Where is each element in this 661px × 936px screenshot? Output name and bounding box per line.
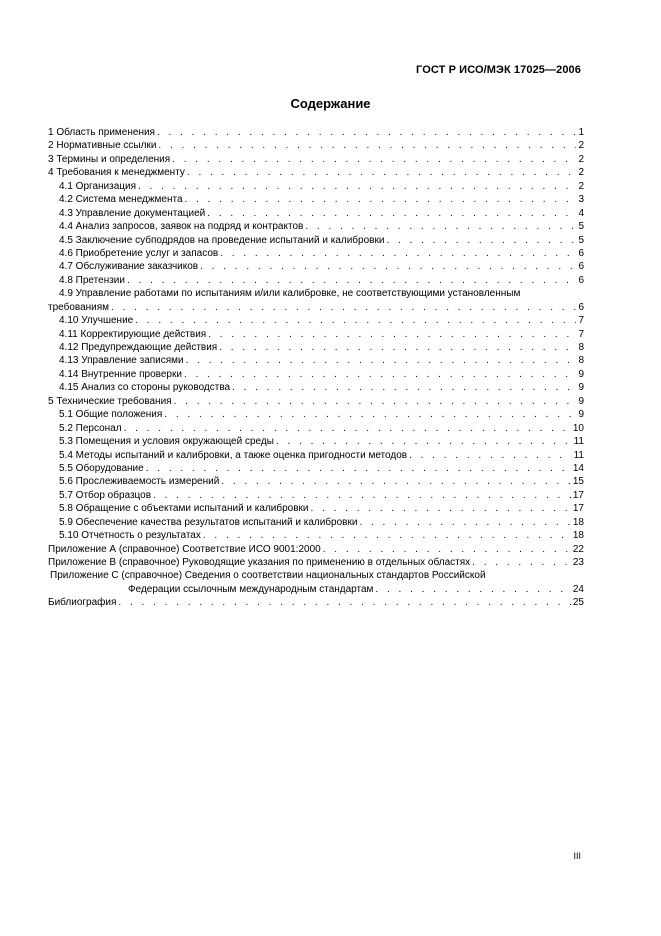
toc-entry-label: Приложение А (справочное) Соответствие ИСО 9001:2000: [48, 543, 321, 555]
toc-leader-dots: [124, 422, 571, 435]
toc-leader-dots: [186, 354, 577, 367]
toc-entry[interactable]: [48, 207, 584, 220]
toc-leader-dots: [174, 395, 577, 408]
toc-entry-label: 4.1 Организация: [59, 180, 136, 192]
toc-entry-label: 5.5 Оборудование: [59, 462, 144, 474]
toc-leader-dots: [127, 274, 576, 287]
toc-entry[interactable]: [48, 475, 584, 488]
toc-entry[interactable]: [48, 354, 584, 367]
toc-entry-label: 5.6 Прослеживаемость измерений: [59, 476, 220, 488]
toc-entry[interactable]: [48, 314, 584, 327]
toc-entry[interactable]: [48, 126, 584, 139]
toc-entry[interactable]: [48, 166, 584, 179]
toc-entry[interactable]: [48, 153, 584, 166]
toc-entry-page: 8: [578, 342, 584, 353]
toc-entry-page: 6: [578, 247, 584, 259]
toc-leader-dots: [311, 502, 571, 515]
toc-entry-label: 4.13 Управление записями: [59, 355, 184, 367]
toc-entry-page: 6: [578, 261, 584, 273]
toc-entry-page: 3: [578, 194, 584, 206]
toc-entry[interactable]: [48, 489, 584, 502]
toc-entry-page: 23: [572, 557, 584, 568]
toc-entry-page: 5: [578, 234, 584, 246]
toc-entry-label: 5.3 Помещения и условия окружающей среды: [59, 436, 274, 448]
toc-entry[interactable]: [48, 368, 584, 381]
toc-entry-label: Приложение В (справочное) Руководящие указания по применению в отдельных областях: [48, 557, 471, 568]
toc-entry-label: 4.15 Анализ со стороны руководства: [59, 382, 231, 394]
toc-entry-label: 4.6 Приобретение услуг и запасов: [59, 247, 219, 259]
toc-entry-page: 1: [578, 127, 584, 138]
toc-leader-dots: [386, 234, 576, 247]
toc-entry-label: 4.3 Управление документацией: [59, 207, 206, 219]
toc-entry[interactable]: [48, 341, 584, 354]
toc-entry[interactable]: [48, 543, 584, 556]
toc-leader-dots: [153, 489, 571, 502]
toc-entry[interactable]: [48, 328, 584, 341]
toc-entry-label: 1 Область применения: [48, 127, 155, 138]
toc-entry-page: 14: [572, 462, 584, 474]
toc-entry-wrapped-line[interactable]: 4.9 Управление работами по испытаниям и/или калибровке, не соответствующими установленным: [59, 288, 521, 300]
toc-leader-dots: [118, 596, 570, 609]
toc-entry-page: 9: [578, 368, 584, 380]
toc-entry[interactable]: [48, 180, 584, 193]
toc-entry-label: 4.5 Заключение субподрядов на проведение испытаний и калибровки: [59, 234, 385, 246]
toc-entry-page: 6: [578, 274, 584, 286]
toc-leader-dots: [232, 381, 576, 394]
toc-entry[interactable]: [48, 516, 584, 529]
toc-entry-label: Библиография: [48, 597, 117, 609]
toc-leader-dots: [276, 435, 572, 448]
toc-leader-dots: [164, 408, 576, 421]
toc-entry-page: 2: [578, 153, 584, 165]
page-title: Содержание: [290, 96, 371, 111]
toc-entry-wrapped-line[interactable]: Приложение С (справочное) Сведения о соответствии национальных стандартов Российской: [50, 570, 486, 582]
toc-leader-dots: [472, 556, 571, 569]
toc-entry-page: 9: [578, 409, 584, 421]
toc-entry[interactable]: [48, 395, 584, 408]
toc-leader-dots: [185, 193, 577, 206]
toc-leader-dots: [187, 166, 577, 179]
toc-entry[interactable]: [48, 529, 584, 542]
toc-leader-dots: [200, 260, 576, 273]
toc-leader-dots: [207, 207, 576, 220]
toc-entry-page: 15: [572, 476, 584, 488]
toc-entry-page: 25: [572, 597, 584, 609]
toc-entry-page: 4: [578, 207, 584, 219]
toc-leader-dots: [203, 529, 571, 542]
toc-entry-label: 5.10 Отчетность о результатах: [59, 530, 201, 542]
toc-entry-page: 7: [578, 315, 584, 327]
toc-entry[interactable]: [48, 462, 584, 475]
toc-entry-page: 2: [578, 167, 584, 179]
toc-entry-label: требованиям: [48, 301, 110, 313]
toc-entry-label: 5.8 Обращение с объектами испытаний и калибровки: [59, 503, 309, 515]
toc-entry-label: 4.12 Предупреждающие действия: [59, 342, 218, 353]
toc-entry-label: 4.10 Улучшение: [59, 315, 134, 327]
toc-leader-dots: [146, 462, 571, 475]
toc-entry-label: 5.7 Отбор образцов: [59, 489, 152, 501]
toc-leader-dots: [409, 449, 572, 462]
toc-leader-dots: [157, 126, 576, 139]
toc-entry[interactable]: [48, 381, 584, 394]
toc-entry-label: 4.4 Анализ запросов, заявок на подряд и контрактов: [59, 221, 304, 233]
toc-entry-page: 22: [572, 543, 584, 555]
toc-entry-page: 24: [572, 583, 584, 595]
toc-leader-dots: [138, 180, 576, 193]
toc-entry[interactable]: [48, 556, 584, 569]
toc-entry[interactable]: [48, 260, 584, 273]
document-code: ГОСТ Р ИСО/МЭК 17025—2006: [416, 64, 581, 76]
toc-entry[interactable]: [48, 502, 584, 515]
toc-entry-label: 4.11 Корректирующие действия: [59, 328, 207, 340]
toc-entry-label: 5 Технические требования: [48, 395, 172, 407]
toc-entry-page: 11: [573, 436, 584, 448]
toc-entry-page: 9: [578, 395, 584, 407]
toc-leader-dots: [111, 301, 576, 314]
toc-entry[interactable]: [48, 220, 584, 233]
toc-entry-label: 4 Требования к менеджменту: [48, 167, 185, 179]
toc-entry-label: 5.2 Персонал: [59, 422, 122, 434]
toc-entry-page: 5: [578, 221, 584, 233]
toc-leader-dots: [219, 341, 576, 354]
toc-leader-dots: [220, 247, 576, 260]
toc-entry[interactable]: [48, 408, 584, 421]
toc-entry[interactable]: [48, 274, 584, 287]
toc-leader-dots: [184, 368, 577, 381]
toc-entry-page: 11: [573, 449, 584, 461]
toc-entry-page: 2: [578, 140, 584, 152]
toc-entry[interactable]: [48, 234, 584, 247]
table-of-contents: [48, 126, 584, 610]
toc-entry[interactable]: [48, 247, 584, 260]
toc-leader-dots: [158, 139, 576, 152]
toc-entry[interactable]: [48, 139, 584, 152]
toc-leader-dots: [208, 328, 576, 341]
toc-entry[interactable]: [48, 301, 584, 314]
toc-leader-dots: [172, 153, 576, 166]
toc-entry-page: 9: [578, 382, 584, 394]
toc-leader-dots: [323, 543, 571, 556]
toc-leader-dots: [221, 475, 571, 488]
toc-entry-label: 4.14 Внутренние проверки: [59, 368, 182, 380]
toc-entry-label: Федерации ссылочным международным стандартам: [128, 583, 374, 595]
toc-entry-label: 5.4 Методы испытаний и калибровки, а также оценка пригодности методов: [59, 449, 408, 461]
toc-entry[interactable]: [48, 449, 584, 462]
toc-entry[interactable]: [48, 596, 584, 609]
toc-entry-page: 7: [578, 328, 584, 340]
toc-entry-label: 4.2 Система менеджмента: [59, 194, 183, 206]
page-number: III: [573, 851, 581, 861]
toc-entry-label: 4.7 Обслуживание заказчиков: [59, 261, 199, 273]
toc-entry-label: 2 Нормативные ссылки: [48, 140, 157, 152]
toc-entry-label: 5.9 Обеспечение качества результатов испытаний и калибровки: [59, 516, 358, 528]
toc-leader-dots: [305, 220, 576, 233]
toc-entry[interactable]: [48, 583, 584, 596]
toc-entry[interactable]: [48, 422, 584, 435]
toc-entry-page: 17: [572, 503, 584, 515]
toc-leader-dots: [359, 516, 570, 529]
toc-entry[interactable]: [48, 193, 584, 206]
toc-entry-page: 8: [578, 355, 584, 367]
toc-entry-page: 17: [572, 489, 584, 501]
toc-entry-label: 4.8 Претензии: [59, 274, 125, 286]
toc-entry-page: 18: [572, 530, 584, 542]
toc-entry[interactable]: [48, 435, 584, 448]
toc-entry-page: 6: [578, 301, 584, 313]
toc-entry-label: 5.1 Общие положения: [59, 409, 163, 421]
toc-leader-dots: [135, 314, 576, 327]
toc-entry-page: 2: [578, 180, 584, 192]
toc-entry-label: 3 Термины и определения: [48, 153, 171, 165]
toc-entry-page: 10: [572, 422, 584, 434]
toc-entry-page: 18: [572, 516, 584, 528]
toc-leader-dots: [375, 583, 570, 596]
